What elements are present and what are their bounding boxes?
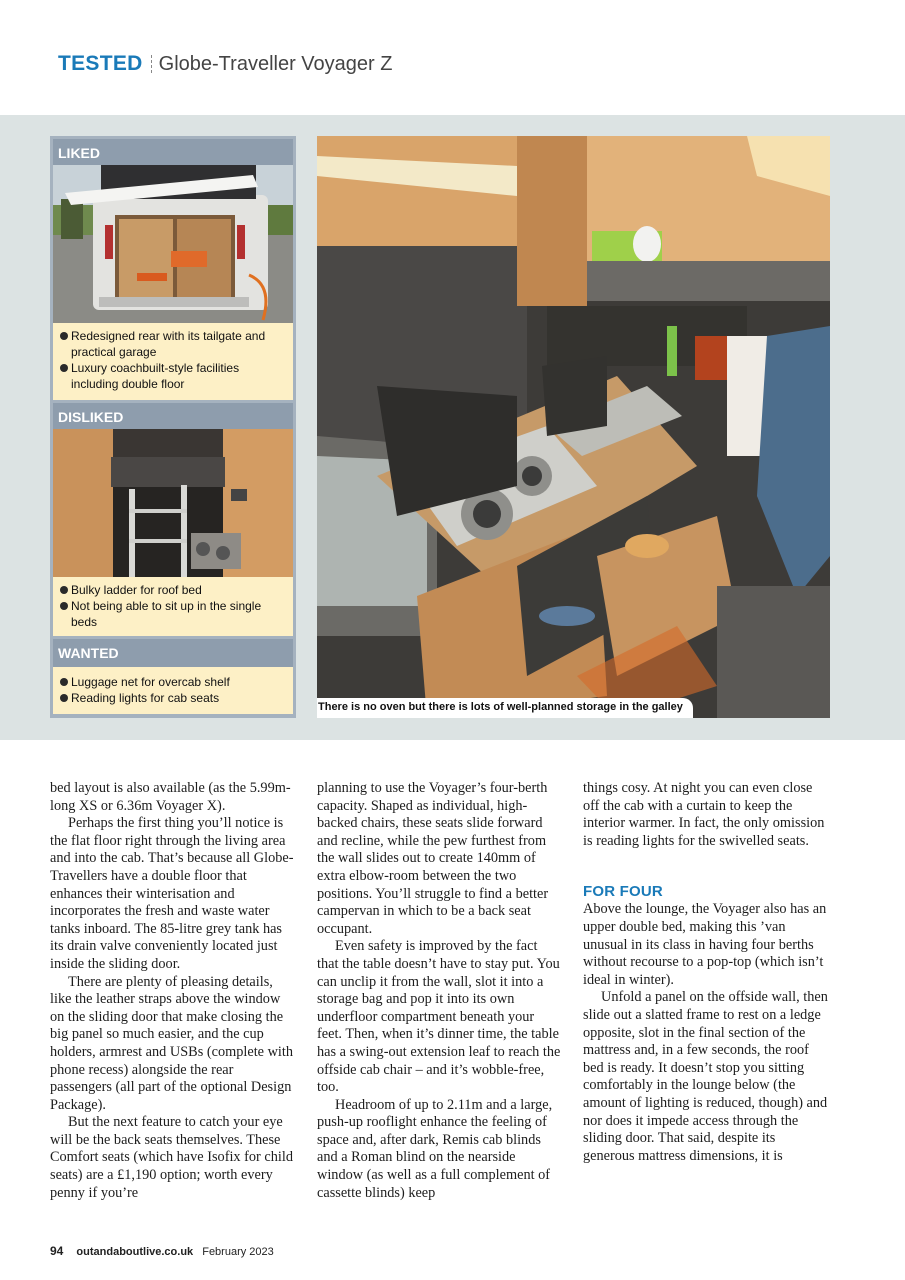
liked-item: Redesigned rear with its tailgate and practical garage xyxy=(59,328,287,360)
text-column-2 xyxy=(317,780,562,1202)
verdict-panel xyxy=(50,136,296,718)
disliked-item: Bulky ladder for roof bed xyxy=(59,582,287,598)
paragraph: things cosy. At night you can even close off the cab with a curtain to keep the interior warmer. In fact, the only omission is reading lights for the swivelled seats. xyxy=(583,780,825,849)
page-footer xyxy=(50,1244,274,1258)
paragraph: Even safety is improved by the fact that the table doesn’t have to stay put. You can unclip it from the wall, slot it into a storage bag and pop it into its own underfloor compartment beneath your feet. Then, when it’s dinner time, the table has a swing-out extension leaf to reach the offside cab chair – and it’s wobble-free, too. xyxy=(317,938,561,1096)
section-label: TESTED xyxy=(58,52,143,75)
liked-list xyxy=(59,328,287,392)
article-title: Globe-Traveller Voyager Z xyxy=(158,52,393,75)
paragraph: Above the lounge, the Voyager also has an upper double bed, making this ’van unusual in its class in having four berths without recourse to a pop-top (which isn’t ideal in winter). xyxy=(583,901,827,988)
disliked-tag xyxy=(53,403,293,431)
header-divider xyxy=(151,55,152,73)
galley-photo xyxy=(317,136,830,718)
wanted-item: Luggage net for overcab shelf xyxy=(59,674,287,690)
ladder-photo xyxy=(53,429,293,577)
text-column-1 xyxy=(50,780,295,1202)
paragraph: Perhaps the first thing you’ll notice is the flat floor right through the living area and into the cab. That’s because all Globe-Travellers have a double floor that enhances their winterisation and incorporates the fresh and waste water tanks inboard. The 85-litre grey tank has its drain valve conveniently located just inside the sliding door. xyxy=(50,815,294,972)
paragraph: But the next feature to catch your eye will be the back seats themselves. These Comfort seats (which have Isofix for child seats) are a £1,190 option; worth every penny if you’re xyxy=(50,1114,293,1201)
disliked-label: DISLIKED xyxy=(58,409,124,425)
wanted-tag xyxy=(53,639,293,667)
disliked-box xyxy=(53,577,293,636)
paragraph: Headroom of up to 2.11m and a large, push-up rooflight enhance the feeling of space and, after dark, Remis cab blinds and a Roman blind on the nearside window (as well as a full complement of cassette blinds) keep xyxy=(317,1096,553,1201)
liked-label: LIKED xyxy=(58,145,100,161)
photo-caption: There is no oven but there is lots of well-planned storage in the galley xyxy=(317,698,693,718)
subheading: FOR FOUR xyxy=(583,883,663,901)
paragraph: There are plenty of pleasing details, like the leather straps above the window on the sliding door that make closing the big panel so much easier, and the cup holders, armrest and USBs (complete with phone recess) alongside the rear passengers (all part of the optional Design Package). xyxy=(50,973,293,1113)
liked-box xyxy=(53,323,293,400)
wanted-label: WANTED xyxy=(58,645,119,661)
wanted-list xyxy=(59,674,287,706)
text-column-3 xyxy=(583,780,828,1165)
rear-garage-illustration xyxy=(53,165,293,323)
paragraph: Unfold a panel on the offside wall, then slide out a slatted frame to rest on a ledge opposite, slot in the final section of the mattress and, in a few seconds, the roof bed is ready. It doesn’t stop you sitting comfortably in the lounge below (the amount of lighting is reduced, though) and nor does it impede access through the sliding door. That said, despite its generous mattress dimensions, it is xyxy=(583,989,828,1164)
ladder-illustration xyxy=(53,429,293,577)
paragraph: bed layout is also available (as the 5.99m-long XS or 6.36m Voyager X). xyxy=(50,780,291,814)
rear-garage-photo xyxy=(53,165,293,323)
disliked-list xyxy=(59,582,287,630)
website-link[interactable]: outandaboutlive.co.uk xyxy=(76,1246,194,1258)
galley-illustration xyxy=(317,136,830,718)
wanted-box xyxy=(53,667,293,714)
wanted-item: Reading lights for cab seats xyxy=(59,690,287,706)
disliked-item: Not being able to sit up in the single beds xyxy=(59,598,287,630)
page-number: 94 xyxy=(50,1244,64,1258)
issue-date: February 2023 xyxy=(202,1246,274,1258)
page-header xyxy=(58,50,392,78)
liked-item: Luxury coachbuilt-style facilities including double floor xyxy=(59,360,287,392)
paragraph: planning to use the Voyager’s four-berth capacity. Shaped as individual, high-backed chairs, these seats slide forward and recline, while the pew furthest from the wall slides out to create 140mm of extra elbow-room between the two positions. You’ll struggle to find a better campervan in which to be a back seat occupant. xyxy=(317,780,549,937)
liked-tag xyxy=(53,139,293,167)
